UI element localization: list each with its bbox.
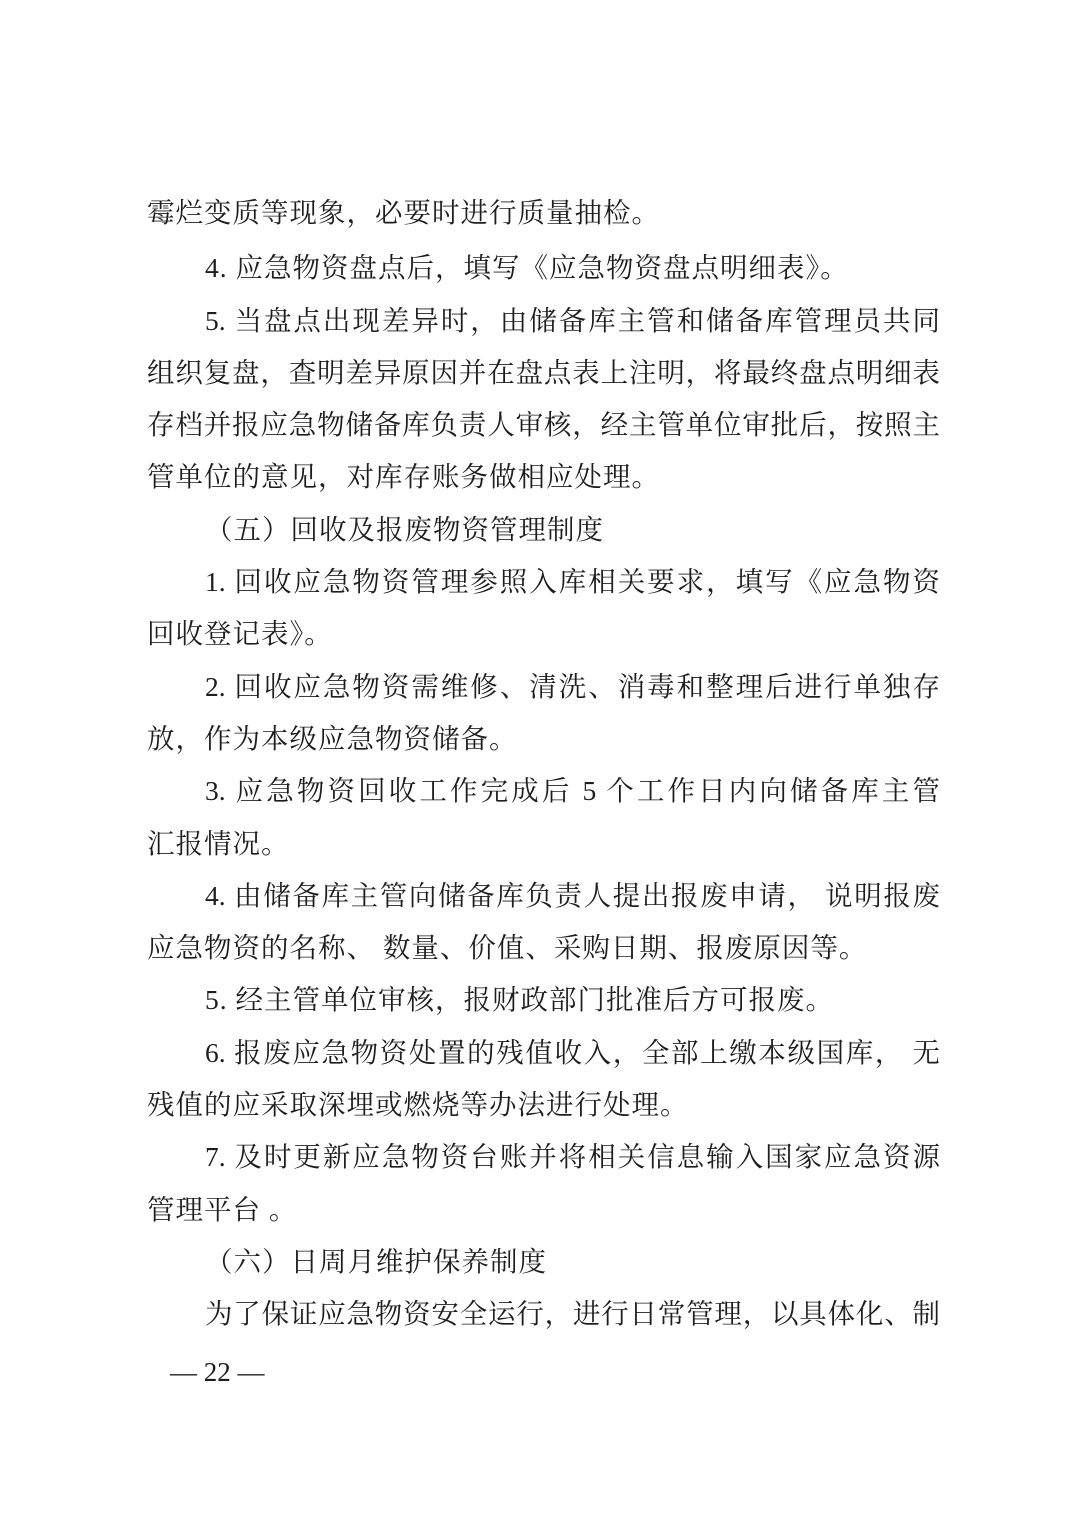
section-heading bbox=[147, 1236, 940, 1288]
page-number: — 22 — bbox=[170, 1357, 265, 1387]
paragraph bbox=[147, 1131, 940, 1236]
paragraph bbox=[147, 974, 940, 1026]
text-line: 霉烂变质等现象，必要时进行质量抽检。 bbox=[147, 197, 660, 228]
section-heading bbox=[147, 504, 940, 556]
text-line: 回收登记表》。 bbox=[147, 618, 333, 650]
text-line: 7. 及时更新应急物资台账并将相关信息输入国家应急资源 bbox=[205, 1141, 940, 1173]
text-line: 5. 当盘点出现差异时，由储备库主管和储备库管理员共同 bbox=[205, 304, 940, 336]
text-line: 放，作为本级应急物资储备。 bbox=[147, 722, 518, 754]
paragraph bbox=[147, 295, 940, 504]
paragraph bbox=[147, 765, 940, 870]
text-line: 存档并报应急物储备库负责人审核，经主管单位审批后，按照主 bbox=[147, 409, 940, 441]
text-line: 组织复盘，查明差异原因并在盘点表上注明，将最终盘点明细表 bbox=[147, 356, 940, 388]
text-line: 5. 经主管单位审核，报财政部门批准后方可报废。 bbox=[205, 984, 834, 1016]
paragraph bbox=[147, 187, 940, 239]
text-line: 6. 报废应急物资处置的残值收入，全部上缴本级国库， 无 bbox=[205, 1036, 940, 1068]
text-line: 3. 应急物资回收工作完成后 5 个工作日内向储备库主管 bbox=[205, 775, 940, 807]
section-heading-text: （五）回收及报废物资管理制度 bbox=[205, 513, 604, 545]
paragraph bbox=[147, 1288, 940, 1340]
section-heading-text: （六）日周月维护保养制度 bbox=[205, 1245, 547, 1277]
text-line: 应急物资的名称、 数量、价值、采购日期、报废原因等。 bbox=[147, 932, 868, 964]
text-line: 汇报情况。 bbox=[147, 827, 290, 859]
paragraph bbox=[147, 556, 940, 661]
text-line: 1. 回收应急物资管理参照入库相关要求，填写《应急物资 bbox=[205, 566, 940, 598]
text-line: 4. 应急物资盘点后，填写《应急物资盘点明细表》。 bbox=[205, 252, 849, 284]
text-line: 4. 由储备库主管向储备库负责人提出报废申请， 说明报废 bbox=[205, 879, 940, 911]
paragraph bbox=[147, 870, 940, 975]
text-line: 管单位的意见，对库存账务做相应处理。 bbox=[147, 461, 660, 493]
text-line: 残值的应采取深埋或燃烧等办法进行处理。 bbox=[147, 1089, 689, 1121]
text-line: 管理平台 。 bbox=[147, 1193, 298, 1225]
body-text bbox=[147, 187, 940, 1341]
text-line: 2. 回收应急物资需维修、清洗、消毒和整理后进行单独存 bbox=[205, 670, 940, 702]
paragraph bbox=[147, 1027, 940, 1132]
paragraph bbox=[147, 661, 940, 766]
paragraph bbox=[147, 242, 940, 294]
text-line: 为了保证应急物资安全运行，进行日常管理，以具体化、制 bbox=[205, 1298, 940, 1330]
